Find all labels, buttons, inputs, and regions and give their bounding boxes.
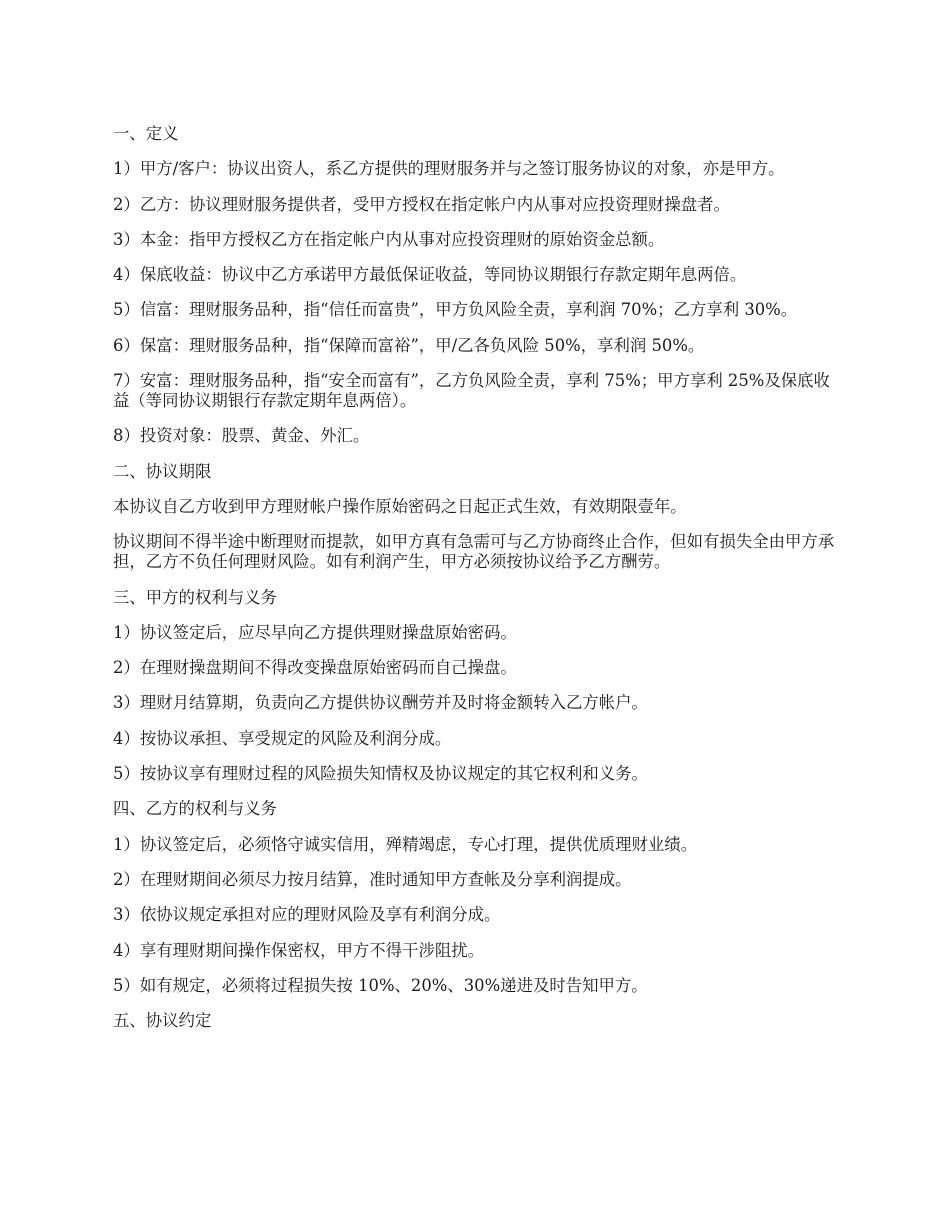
paragraph: 6）保富：理财服务品种，指“保障而富裕”，甲/乙各负风险 50%，享利润 50%。 (113, 335, 705, 355)
section-heading-party-b: 四、乙方的权利与义务 (113, 799, 277, 819)
section-heading-definitions: 一、定义 (113, 124, 179, 143)
paragraph: 3）依协议规定承担对应的理财风险及享有利润分成。 (113, 905, 501, 925)
document-page (113, 124, 838, 1046)
paragraph: 7）安富：理财服务品种，指“安全而富有”，乙方负风险全责，享利 75%；甲方享利 25%及保底收益（等同协议期银行存款定期年息两倍）。 (113, 371, 830, 411)
paragraph: 4）按协议承担、享受规定的风险及利润分成。 (113, 728, 452, 748)
paragraph: 1）协议签定后，应尽早向乙方提供理财操盘原始密码。 (113, 622, 517, 642)
paragraph: 2）乙方：协议理财服务提供者，受甲方授权在指定帐户内从事对应投资理财操盘者。 (113, 194, 730, 214)
paragraph: 1）甲方/客户：协议出资人，系乙方提供的理财服务并与之签订服务协议的对象，亦是甲方。 (113, 159, 785, 179)
paragraph: 4）享有理财期间操作保密权，甲方不得干涉阻扰。 (113, 940, 485, 960)
paragraph: 5）按协议享有理财过程的风险损失知情权及协议规定的其它权利和义务。 (113, 764, 648, 784)
paragraph: 2）在理财期间必须尽力按月结算，准时通知甲方查帐及分享利润提成。 (113, 869, 632, 889)
paragraph: 2）在理财操盘期间不得改变操盘原始密码而自己操盘。 (113, 658, 517, 678)
section-heading-term: 二、协议期限 (113, 461, 212, 481)
paragraph: 5）如有规定，必须将过程损失按 10%、20%、30%递进及时告知甲方。 (113, 975, 648, 995)
paragraph: 3）本金：指甲方授权乙方在指定帐户内从事对应投资理财的原始资金总额。 (113, 229, 665, 249)
paragraph: 1）协议签定后，必须恪守诚实信用，殚精竭虑，专心打理，提供优质理财业绩。 (113, 834, 698, 854)
paragraph: 协议期间不得半途中断理财而提款，如甲方真有急需可与乙方协商终止合作，但如有损失全由甲方承担，乙方不负任何理财风险。如有利润产生，甲方必须按协议给予乙方酬劳。 (113, 532, 835, 572)
paragraph: 4）保底收益：协议中乙方承诺甲方最低保证收益，等同协议期银行存款定期年息两倍。 (113, 265, 747, 285)
paragraph: 3）理财月结算期，负责向乙方提供协议酬劳并及时将金额转入乙方帐户。 (113, 693, 648, 713)
paragraph: 5）信富：理财服务品种，指“信任而富贵”，甲方负风险全责，享利润 70%；乙方享利 30%。 (113, 300, 798, 320)
section-heading-party-a: 三、甲方的权利与义务 (113, 587, 277, 607)
paragraph: 8）投资对象：股票、黄金、外汇。 (113, 426, 370, 446)
section-heading-agreement-terms: 五、协议约定 (113, 1011, 212, 1031)
paragraph: 本协议自乙方收到甲方理财帐户操作原始密码之日起正式生效，有效期限壹年。 (113, 496, 687, 516)
